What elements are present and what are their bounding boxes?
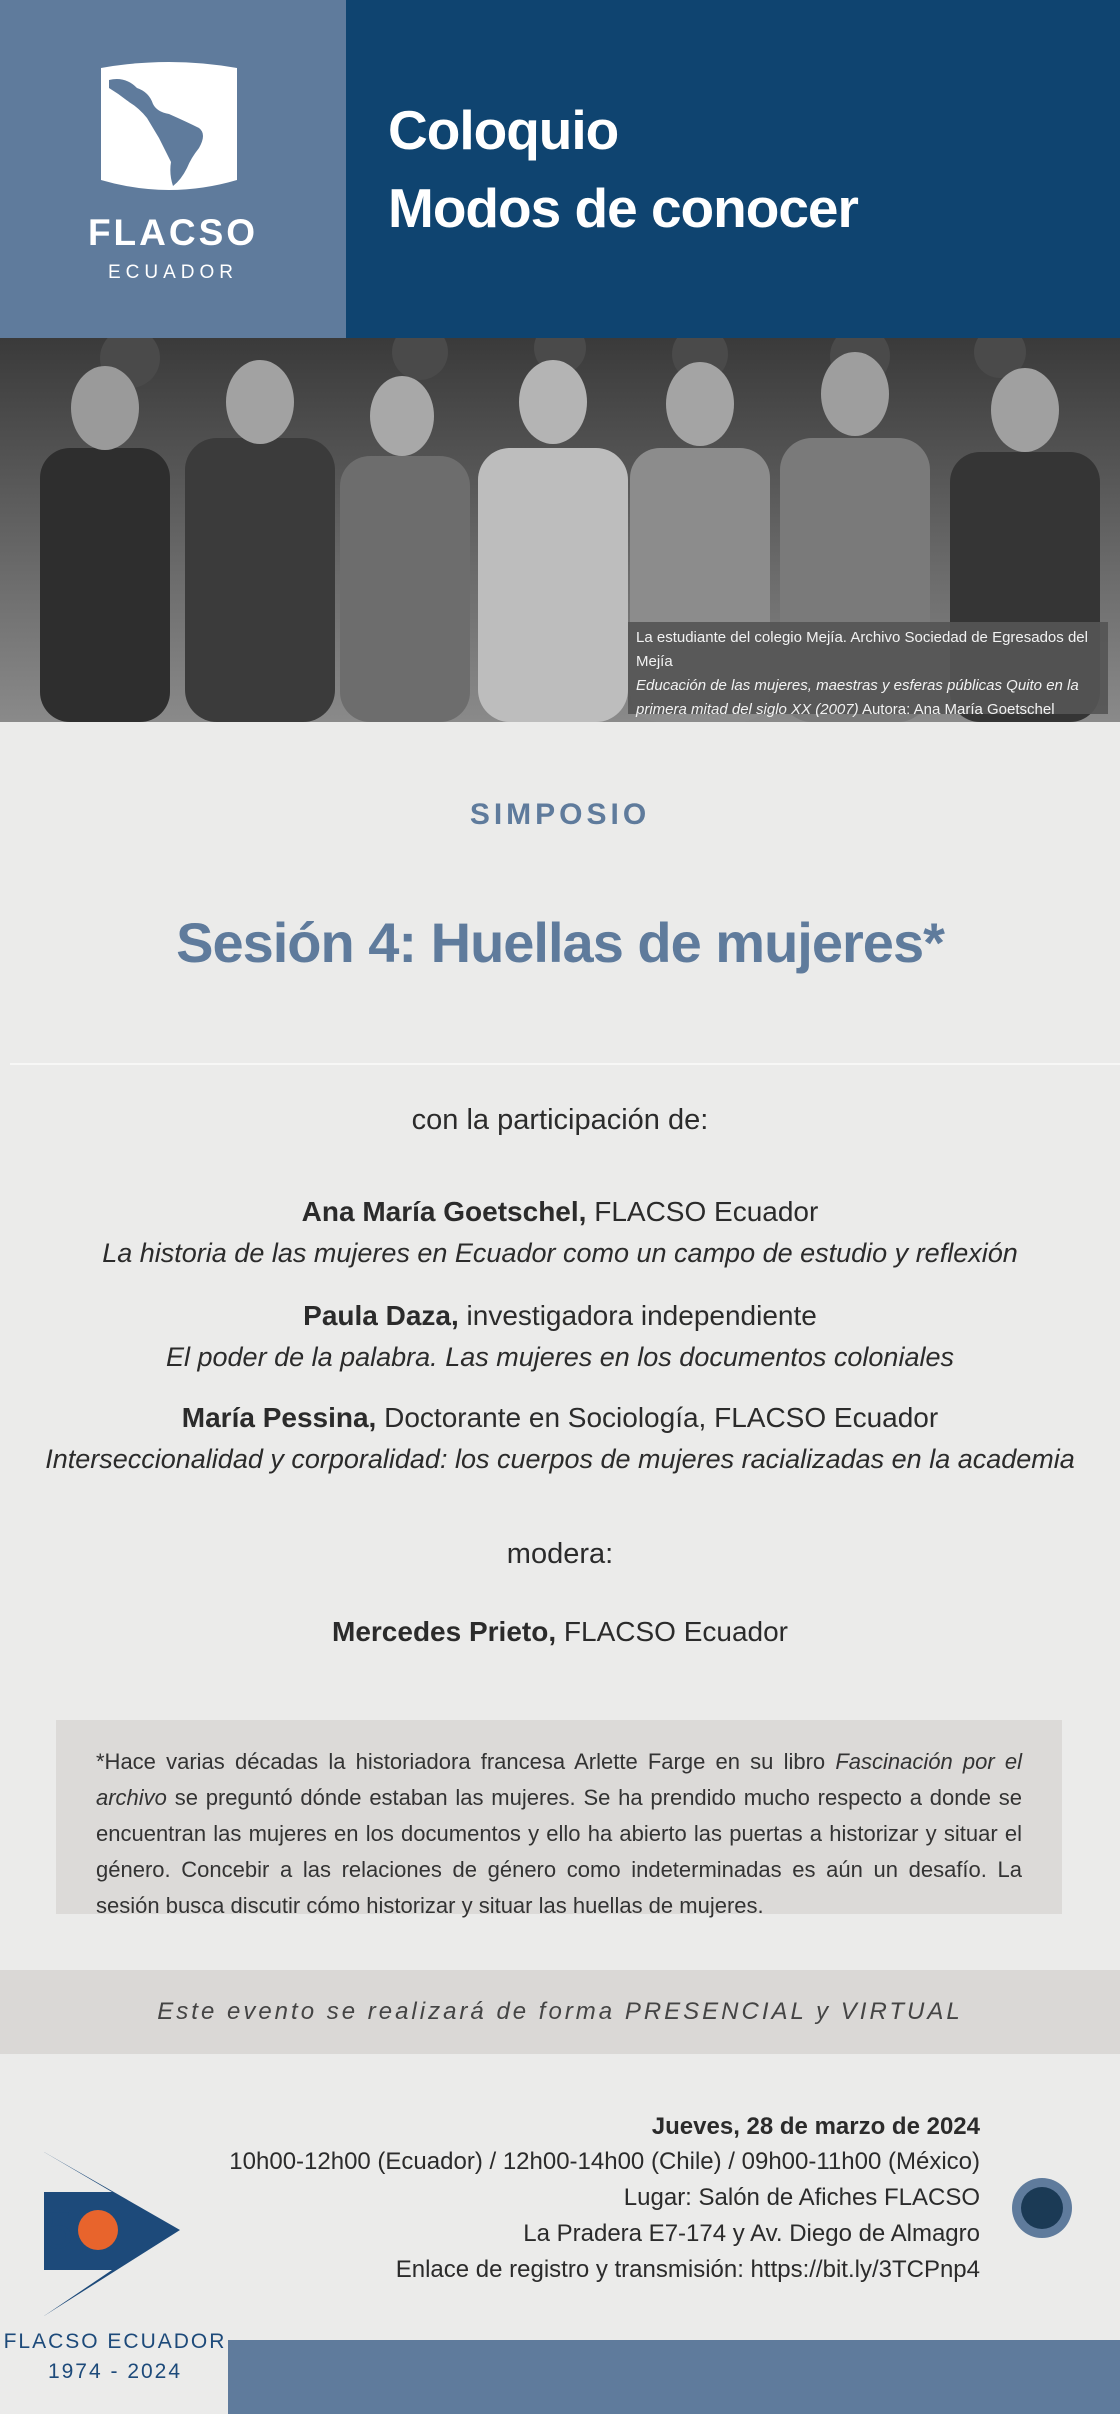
record-icon-center [1021,2187,1063,2229]
participant-name: María Pessina, [181,1402,377,1433]
note-book-title: Fascinación por el archivo [96,1749,1022,1810]
footer-bar [228,2340,1120,2414]
participants-intro: con la participación de: [411,1104,709,1136]
participant-affiliation: Doctorante en Sociología, FLACSO Ecuador [376,1402,939,1433]
section-divider [10,1063,1120,1065]
note-text-start: *Hace varias décadas la historiadora francesa Arlette Farge en su libro [96,1749,836,1774]
session-description-note [56,1720,1062,1918]
participant-name: Paula Daza, [303,1300,459,1331]
caption-source: La estudiante del colegio Mejía. Archivo Sociedad de Egresados del Mejía [636,629,1088,670]
anniversary-name: FLACSO ECUADOR [3,2330,227,2353]
event-date: Jueves, 28 de marzo de 2024 [651,2113,980,2140]
logo-wordmark: FLACSO [87,212,259,253]
event-venue: Lugar: Salón de Afiches FLACSO [623,2184,980,2211]
flacso-50-anniversary-icon [30,2150,200,2320]
event-mode-banner: Este evento se realizará de forma PRESENCIAL y VIRTUAL [0,1970,1120,2054]
anniversary-number: 5 [44,2202,73,2260]
caption-book-title: Educación de las mujeres, maestras y esferas públicas Quito en la primera mitad del siglo XX (2007) [636,677,1079,718]
participant-affiliation: FLACSO Ecuador [586,1196,819,1227]
event-series-subtitle: Modos de conocer [388,177,858,239]
logo-subtitle: ECUADOR [107,262,238,283]
moderator-label: modera: [506,1538,614,1570]
participant-1 [0,1196,1120,1228]
moderator [0,1616,1120,1648]
event-time: 10h00-12h00 (Ecuador) / 12h00-14h00 (Chile) / 09h00-11h00 (México) [229,2148,980,2175]
participant-3 [0,1402,1120,1434]
symposium-label: SIMPOSIO [469,798,651,831]
flacso-logo-icon [95,62,243,196]
event-series-title: Coloquio [388,99,619,161]
event-address: La Pradera E7-174 y Av. Diego de Almagro [523,2220,980,2247]
participant-1-topic: La historia de las mujeres en Ecuador como un campo de estudio y reflexión [102,1238,1018,1268]
moderator-name: Mercedes Prieto, [332,1616,557,1647]
note-text-end: se preguntó dónde estaban las mujeres. Se ha prendido mucho respecto a donde se encuentran las mujeres en los documentos y ello ha abierto las puertas a historizar y situar el género. Concebir a las relaciones de género como indeterminadas es aún un desafío. La sesión busca discutir cómo historizar y situar las huellas de mujeres. [96,1785,1022,1918]
photo-caption [628,622,1108,718]
participant-affiliation: investigadora independiente [458,1300,817,1331]
anniversary-years: 1974 - 2024 [47,2360,183,2383]
participant-3-topic: Interseccionalidad y corporalidad: los cuerpos de mujeres racializadas en la academia [45,1444,1075,1474]
participant-2-topic: El poder de la palabra. Las mujeres en los documentos coloniales [166,1342,954,1372]
moderator-affiliation: FLACSO Ecuador [556,1616,788,1647]
header-title-panel [346,0,1120,338]
caption-author: Autora: Ana María Goetschel [858,701,1055,718]
session-title: Sesión 4: Huellas de mujeres* [176,911,944,974]
participant-name: Ana María Goetschel, [301,1196,587,1227]
registration-link[interactable]: Enlace de registro y transmisión: https://bit.ly/3TCPnp4 [395,2256,980,2283]
participant-2 [0,1300,1120,1332]
